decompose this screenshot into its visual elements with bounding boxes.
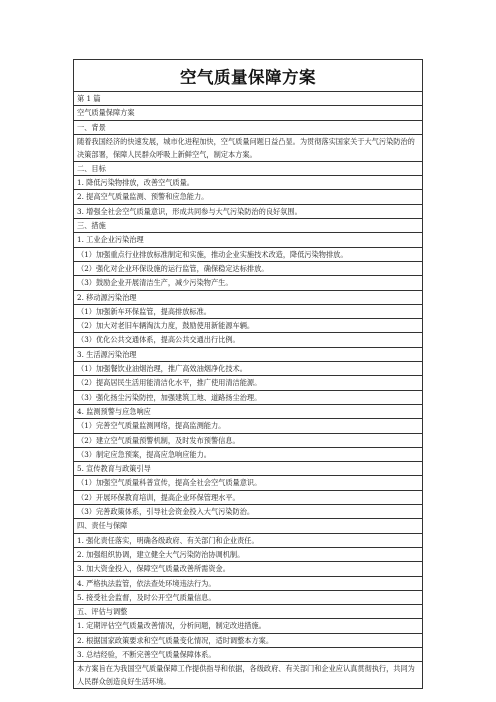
document-line: 第 1 篇 <box>77 94 101 103</box>
document-line: （2）提高居民生活用能清洁化水平，推广使用清洁能源。 <box>74 375 422 389</box>
content-rows <box>73 91 423 689</box>
document-line: 5. 宣传教育与政策引导 <box>74 461 422 475</box>
document-line: 四、责任与保障 <box>74 518 422 532</box>
document-line: 随着我国经济的快速发展，城市化进程加快，空气质量问题日益凸显。为贯彻落实国家关于大气污染防治的决策部署，保障人民群众呼吸上新鲜空气，制定本方案。 <box>74 134 422 161</box>
document-line: （3）鼓励企业开展清洁生产，减少污染物产生。 <box>74 275 422 289</box>
document-line: 2. 提高空气质量监测、预警和应急能力。 <box>74 189 422 203</box>
document-table <box>73 59 423 689</box>
document-line: 4. 监测预警与应急响应 <box>74 404 422 418</box>
document-line: 2. 根据国家政策要求和空气质量变化情况，适时调整本方案。 <box>74 633 422 647</box>
document-line: 本方案旨在为我国空气质量保障工作提供指导和依据，各级政府、有关部门和企业应认真贯彻执行，共同为人民群众创造良好生活环境。 <box>74 661 422 688</box>
document-line: 1. 工业企业污染治理 <box>74 232 422 246</box>
document-line: （3）优化公共交通体系，提高公共交通出行比例。 <box>74 332 422 346</box>
document-line: （3）制定应急预案，提高应急响应能力。 <box>74 447 422 461</box>
document-title: 空气质量保障方案 <box>180 67 316 87</box>
document-line: 五、评估与调整 <box>74 604 422 618</box>
document-line: 3. 增强全社会空气质量意识，形成共同参与大气污染防治的良好氛围。 <box>74 204 422 218</box>
document-line: （2）建立空气质量预警机制，及时发布预警信息。 <box>74 433 422 447</box>
document-line: 2. 移动源污染治理 <box>74 290 422 304</box>
document-line: （1）加强重点行业排放标准制定和实施，推动企业实施技术改造，降低污染物排放。 <box>74 247 422 261</box>
document-line: 3. 总结经验，不断完善空气质量保障体系。 <box>74 647 422 661</box>
document-line: （3）强化扬尘污染防控，加强建筑工地、道路扬尘治理。 <box>74 390 422 404</box>
document-line: 二、目标 <box>74 161 422 175</box>
document-line: 一、背景 <box>74 120 422 134</box>
document-line: 3. 生活源污染治理 <box>74 347 422 361</box>
document-line: （2）开展环保教育培训，提高企业环保管理水平。 <box>74 490 422 504</box>
document-line: （3）完善政策体系，引导社会资金投入大气污染防治。 <box>74 504 422 518</box>
document-line: 空气质量保障方案 <box>74 105 422 119</box>
document-line: （2）强化对企业环保设施的运行监管，确保稳定达标排放。 <box>74 261 422 275</box>
document-line: （1）完善空气质量监测网络，提高监测能力。 <box>74 418 422 432</box>
document-line: （2）加大对老旧车辆淘汰力度，鼓励使用新能源车辆。 <box>74 318 422 332</box>
document-line: 1. 降低污染物排放，改善空气质量。 <box>74 175 422 189</box>
document-line: 三、措施 <box>74 218 422 232</box>
document-line: （1）加强新车环保监管，提高排放标准。 <box>74 304 422 318</box>
document-line: 1. 强化责任落实，明确各级政府、有关部门和企业责任。 <box>74 533 422 547</box>
document-line: 5. 接受社会监督，及时公开空气质量信息。 <box>74 590 422 604</box>
document-line: 1. 定期评估空气质量改善情况，分析问题，制定改进措施。 <box>74 618 422 632</box>
title-cell <box>73 59 423 91</box>
document-line: 3. 加大资金投入，保障空气质量改善所需资金。 <box>74 561 422 575</box>
document-line: （1）加强餐饮业油烟治理，推广高效油烟净化技术。 <box>74 361 422 375</box>
document-line: （1）加强空气质量科普宣传，提高全社会空气质量意识。 <box>74 475 422 489</box>
document-line: 2. 加强组织协调，建立健全大气污染防治协调机制。 <box>74 547 422 561</box>
document-line: 4. 严格执法监管，依法查处环境违法行为。 <box>74 576 422 590</box>
